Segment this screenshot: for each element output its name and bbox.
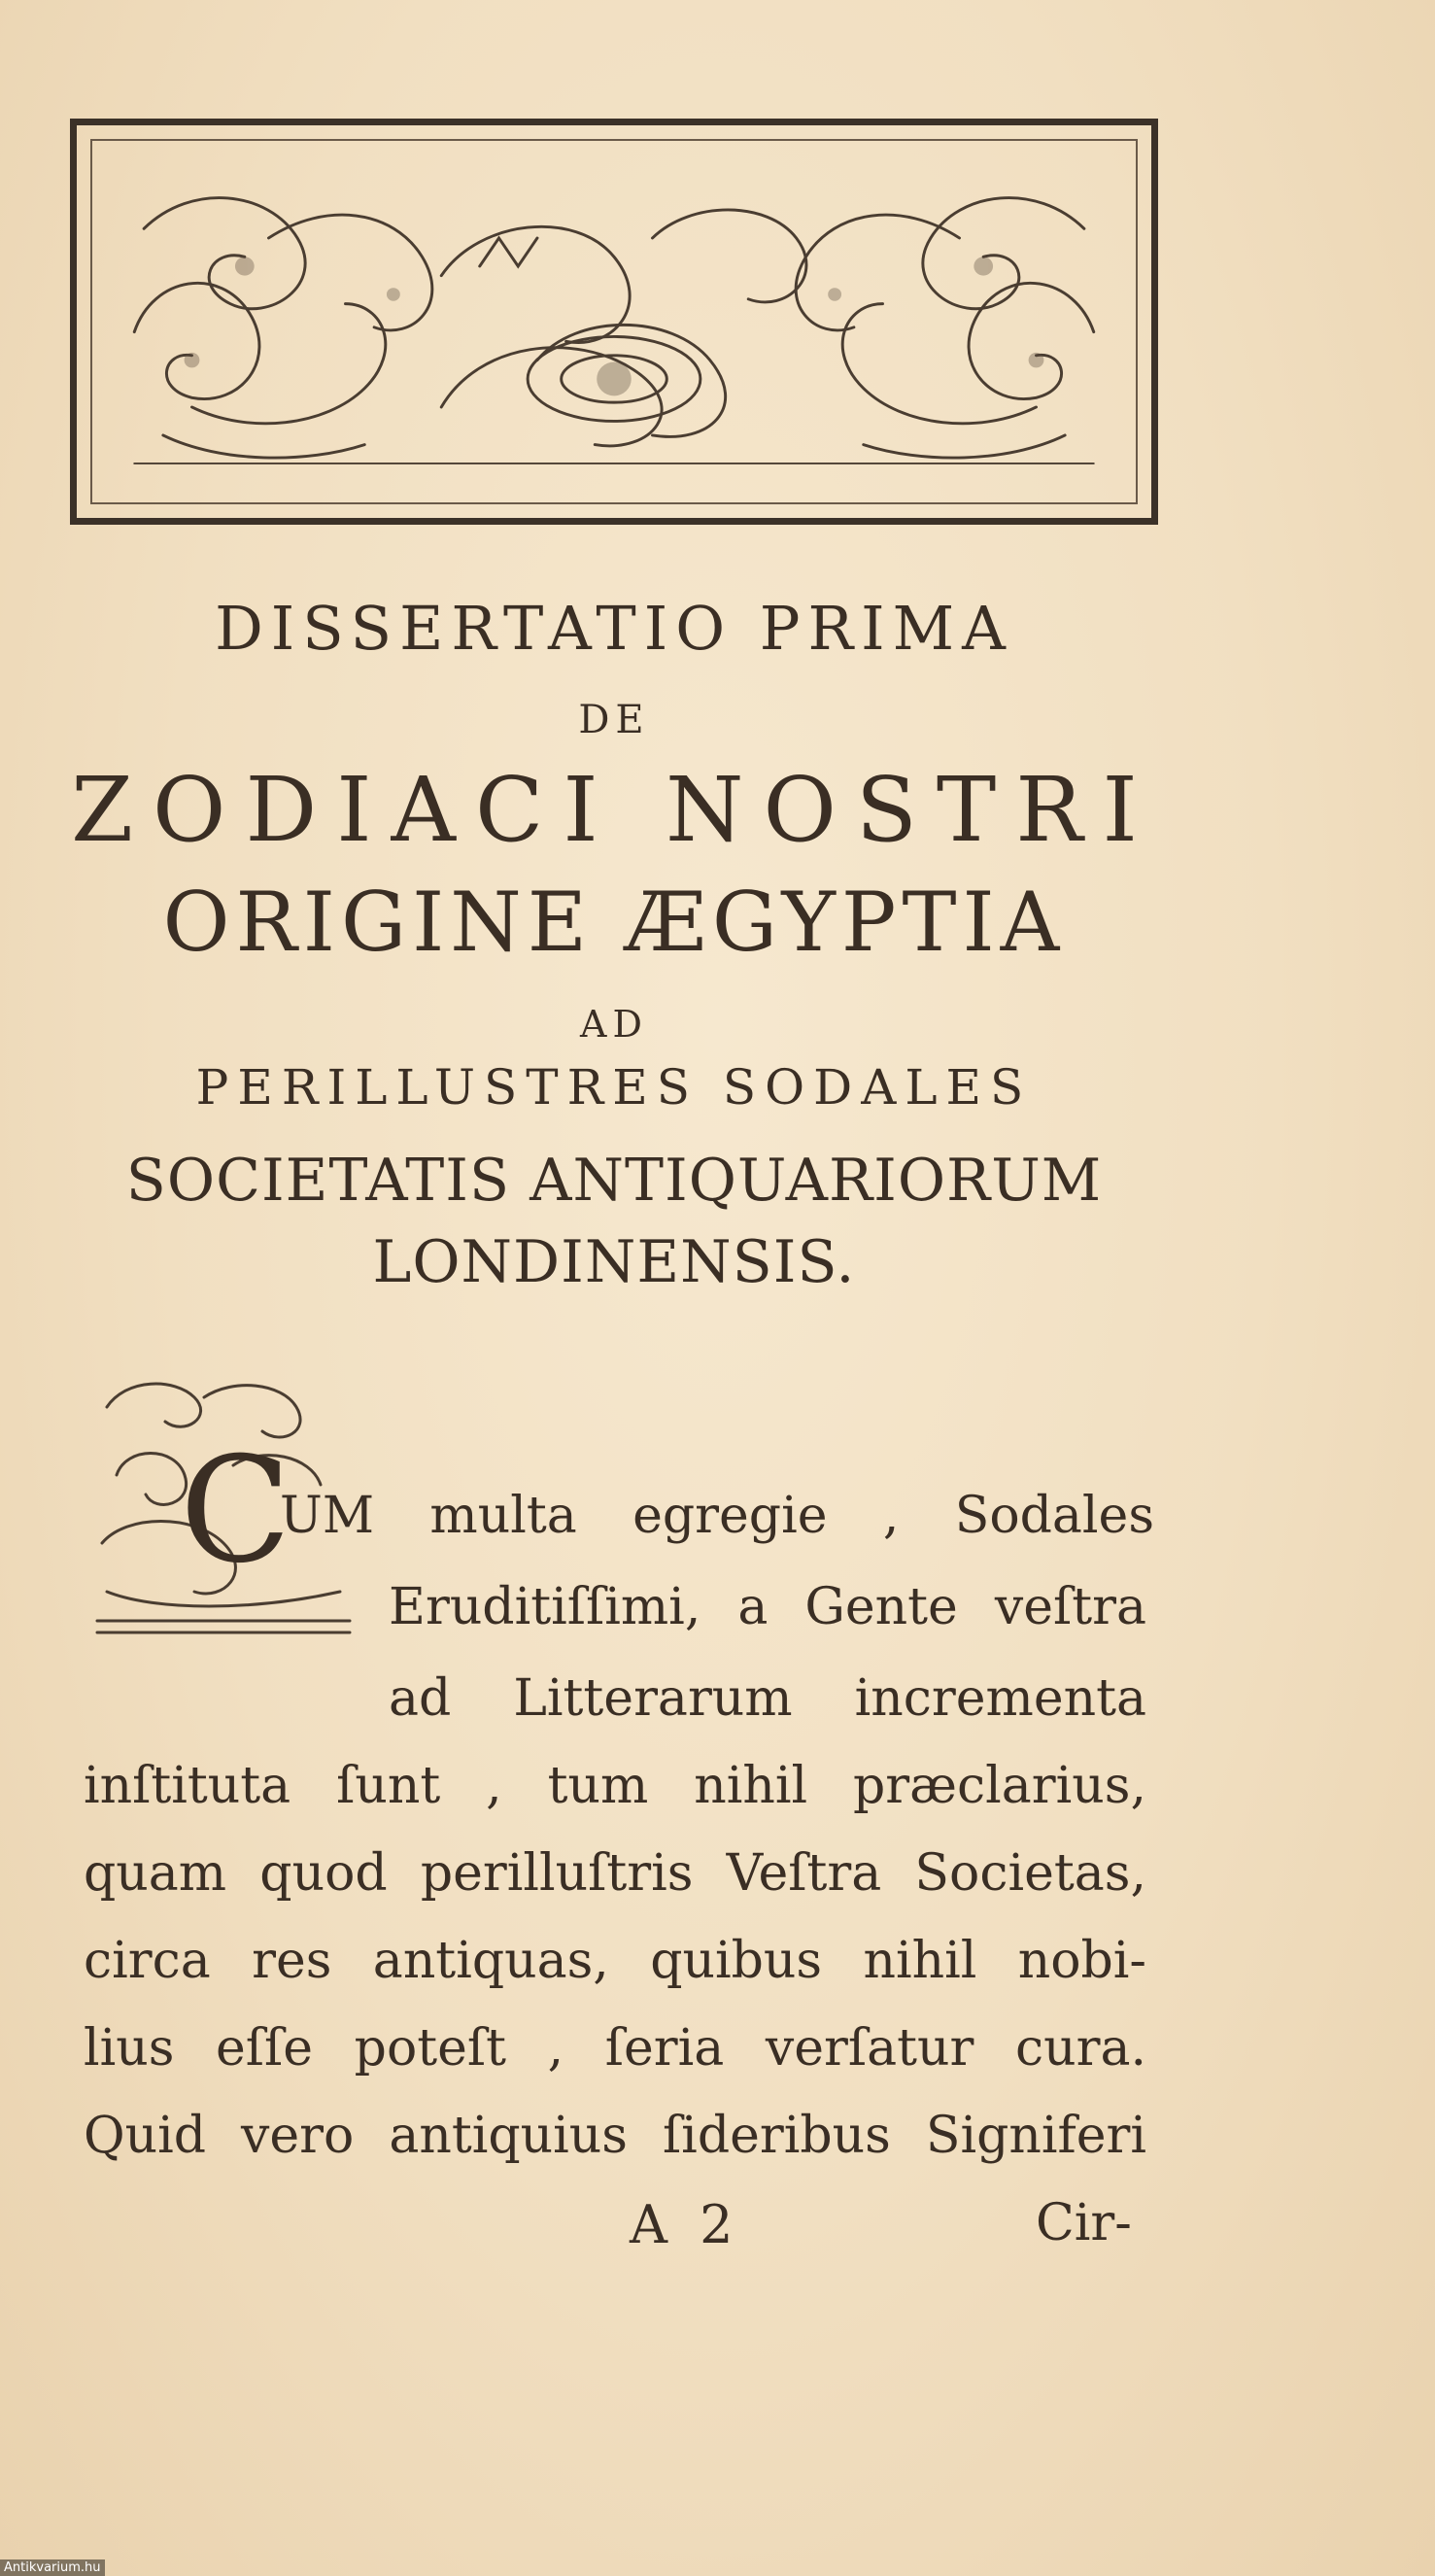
text-line-2: Eruditiſſimi, a Gente veſtra [389, 1578, 1146, 1636]
title-perillustres: PERILLUSTRES SODALES [195, 1059, 1033, 1116]
text-line-6: circa res antiquas, quibus nihil nobi- [84, 1932, 1146, 1990]
title-londinensis: LONDINENSIS. [372, 1228, 856, 1296]
catchword: Cir- [1036, 2194, 1132, 2252]
text-line-8: Quid vero antiquius ſideribus Signiferi [84, 2107, 1146, 2165]
floral-scroll-icon [77, 125, 1151, 518]
title-dissertatio: DISSERTATIO PRIMA [215, 593, 1013, 664]
signature-mark: A 2 [630, 2194, 741, 2255]
text-line-7: lius eſſe poteſt , ſeria verſatur cura. [84, 2019, 1146, 2078]
dropcap-letter: C [180, 1426, 291, 1596]
headpiece-ornament [70, 119, 1158, 525]
title-zodiaci: ZODIACI NOSTRI [71, 758, 1157, 862]
title-societatis: SOCIETATIS ANTIQUARIORUM [125, 1147, 1103, 1215]
title-origine: ORIGINE ÆGYPTIA [162, 875, 1066, 970]
title-de: DE [578, 698, 650, 742]
text-line-3: ad Litterarum incrementa [389, 1669, 1146, 1728]
text-line-5: quam quod perilluſtris Veſtra Societas, [84, 1844, 1146, 1903]
title-ad: AD [580, 1003, 648, 1046]
watermark: Antikvarium.hu [0, 2559, 105, 2576]
text-line-4: inſtituta ſunt , tum nihil præclarius, [84, 1757, 1146, 1815]
text-line-1: UM multa egregie , Sodales [280, 1487, 1154, 1545]
